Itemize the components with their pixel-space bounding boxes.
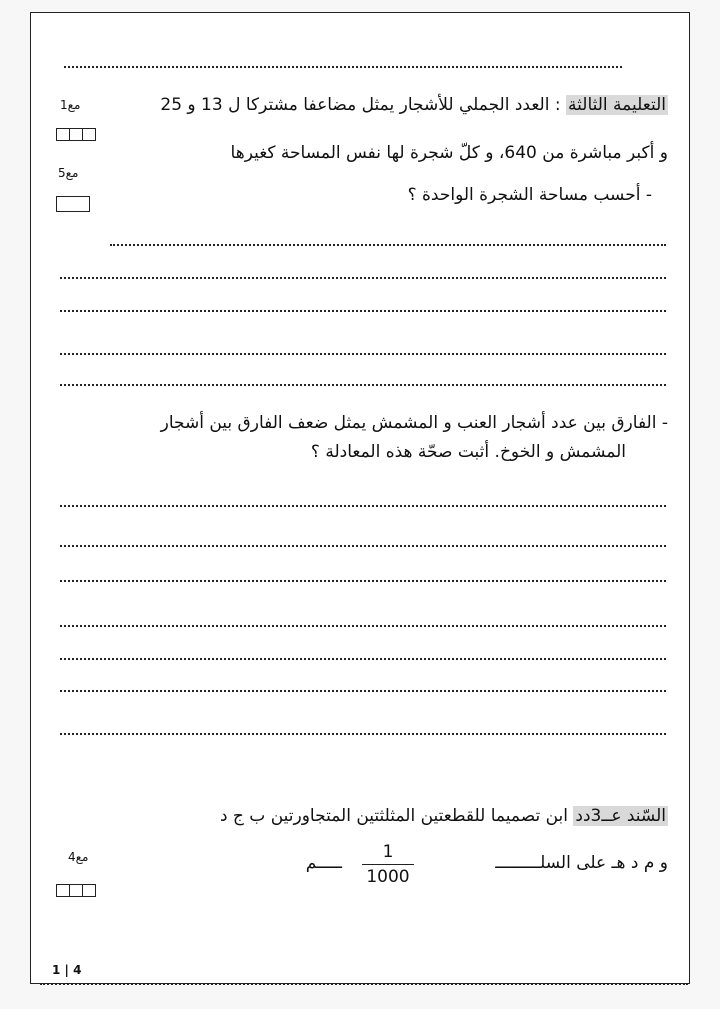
answer-line: [60, 277, 666, 279]
answer-line: [60, 690, 666, 692]
document3-label: السّند عــ3دد: [575, 806, 666, 826]
scale-numerator: 1: [382, 842, 394, 862]
criterion-label-5: مع5: [58, 166, 79, 180]
page-bottom-divider: [40, 983, 688, 985]
instruction3-line1: [160, 95, 668, 115]
score-boxes-1[interactable]: [56, 128, 96, 141]
answer-line: [60, 545, 666, 547]
answer-line: [60, 580, 666, 582]
answer-line: [60, 384, 666, 386]
criterion-label-4: مع4: [68, 850, 89, 864]
score-boxes-4[interactable]: [56, 884, 96, 897]
answer-line: [60, 625, 666, 627]
question-2-line2: المشمش و الخوخ. أثبت صحّة هذه المعادلة ؟: [310, 442, 626, 462]
answer-line: [60, 505, 666, 507]
document3-line1: [220, 806, 668, 826]
document3-text: ابن تصميما للقطعتين المثلثتين المتجاورتين ب ج د: [219, 806, 568, 826]
answer-line: [60, 733, 666, 735]
instruction3-label: التعليمة الثالثة: [568, 95, 666, 115]
answer-line: [60, 658, 666, 660]
instruction3-text: : العدد الجملي للأشجار يمثل مضاعفا مشتركا ل 13 و 25: [160, 95, 561, 115]
question-2-line1: - الفارق بين عدد أشجار العنب و المشمش يمثل ضعف الفارق بين أشجار: [160, 413, 668, 433]
page-number: 1 | 4: [52, 963, 82, 977]
question-1: - أحسب مساحة الشجرة الواحدة ؟: [407, 185, 652, 205]
scale-fraction: [362, 842, 414, 887]
document3-scale-end: ـــــم: [305, 853, 342, 873]
instruction3-line2: و أكبر مباشرة من 640، و كلّ شجرة لها نفس المساحة كغيرها: [230, 143, 668, 163]
score-box-5[interactable]: [56, 196, 90, 212]
answer-line: [60, 310, 666, 312]
document3-scale-start: و م د هـ على السلـــــــــ: [495, 853, 668, 873]
scale-denominator: 1000: [366, 867, 410, 887]
answer-line: [110, 244, 666, 246]
answer-line: [64, 66, 622, 68]
criterion-label-1: مع1: [60, 98, 81, 112]
answer-line: [60, 353, 666, 355]
